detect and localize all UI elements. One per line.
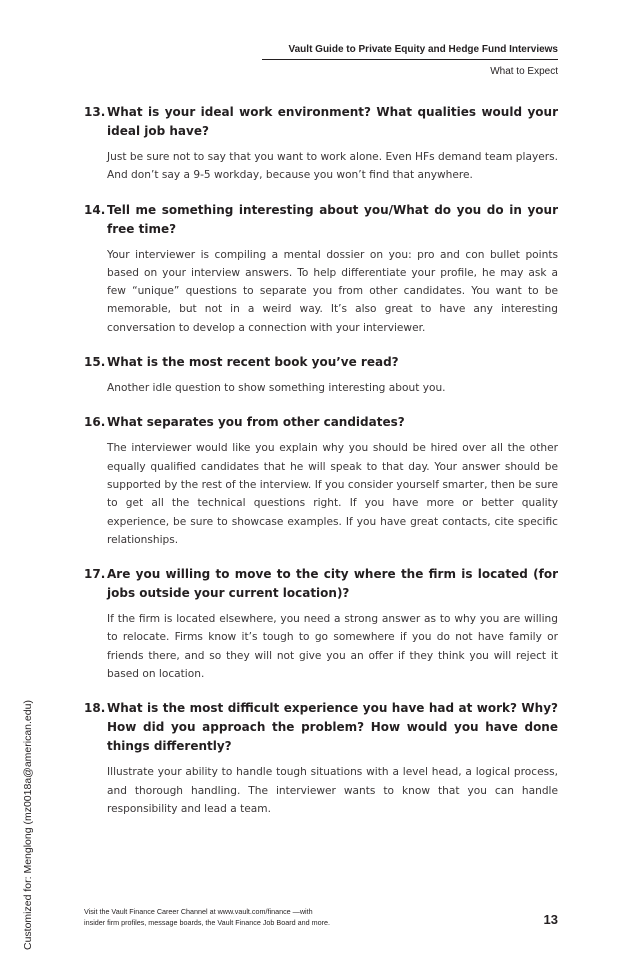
question-heading: [84, 413, 558, 432]
question-item: [84, 699, 558, 818]
answer-text: The interviewer would like you explain why you should be hired over all the other equally qualified candidates that he will speak to that day. Your answer should be supported by the rest of the interview. If you consider yourself smarter, then be sure to get all the technical questions right. If you have more or better quality experience, be sure to showcase examples. If you have great contacts, cite specific relationships.: [107, 442, 558, 546]
question-item: [84, 565, 558, 683]
section-title: What to Expect: [490, 66, 558, 77]
customization-watermark: Customized for: Menglong (mz0018a@american.edu): [22, 700, 34, 950]
question-heading: [84, 103, 558, 141]
question-number: 13.: [84, 105, 106, 119]
question-text: What is your ideal work environment? What qualities would your ideal job have?: [107, 105, 558, 138]
question-heading: [84, 699, 558, 756]
question-text: What separates you from other candidates?: [107, 415, 405, 430]
question-text: What is the most recent book you’ve read?: [107, 355, 399, 370]
question-heading: [84, 565, 558, 603]
question-item: [84, 413, 558, 549]
question-number: 18.: [84, 701, 106, 716]
answer-text: Your interviewer is compiling a mental dossier on you: pro and con bullet points based on your interview answers. To help differentiate your profile, he may ask a few “unique” questions to separate you from other candidates. You want to be memorable, but not in a weird way. It’s also great to have any interesting conversation to develop a connection with your interviewer.: [107, 248, 558, 334]
question-item: [84, 201, 558, 337]
answer-text: Just be sure not to say that you want to work alone. Even HFs demand team players. And don’t say a 9-5 workday, because you won’t find that anywhere.: [107, 151, 558, 182]
question-number: 17.: [84, 567, 106, 582]
question-text: Are you willing to move to the city where the firm is located (for jobs outside your current location)?: [107, 567, 558, 601]
footer-line: insider firm profiles, message boards, the Vault Finance Job Board and more.: [84, 918, 330, 927]
footer-line: Visit the Vault Finance Career Channel at www.vault.com/finance —with: [84, 907, 313, 916]
page-number: 13: [543, 912, 558, 927]
answer-text: If the firm is located elsewhere, you need a strong answer as to why you are willing to relocate. Firms know it’s tough to go somewhere if you do not have family or friends there, and so they will not give you an offer if they think you will reject it based on location.: [107, 613, 558, 681]
question-number: 16.: [84, 415, 106, 430]
question-item: [84, 353, 558, 397]
answer-text: Illustrate your ability to handle tough situations with a level head, a logical process, and thorough handling. The interviewer wants to know that you can handle responsibility and lead a team.: [107, 766, 558, 815]
answer-text: Another idle question to show something interesting about you.: [107, 382, 446, 395]
question-text: Tell me something interesting about you/What do you do in your free time?: [107, 202, 558, 236]
question-text: What is the most difficult experience you have had at work? Why? How did you approach the problem? How would you have done things differently?: [107, 701, 558, 754]
question-number: 15.: [84, 355, 106, 370]
book-title: Vault Guide to Private Equity and Hedge Fund Interviews: [288, 44, 558, 55]
header-divider: [262, 59, 558, 60]
footer-note: [84, 906, 330, 928]
question-heading: [84, 201, 558, 239]
question-list: [84, 103, 558, 834]
question-item: [84, 103, 558, 185]
question-number: 14.: [84, 202, 106, 217]
question-heading: [84, 353, 558, 372]
